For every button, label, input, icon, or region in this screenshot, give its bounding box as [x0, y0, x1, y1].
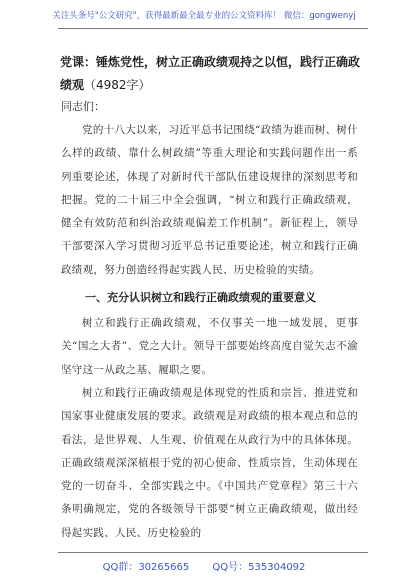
paragraph-3: 树立和践行正确政绩观是体现党的性质和宗旨、推进党和国家事业健康发展的要求。政绩观是对政绩的根本观点和总的看法，是世界观、人生观、价值观在从政行为中的具体体现。正确政绩观深深植根于党的初心使命、性质宗旨，生动体现在党的一切奋斗、全部实践之中。《中国共产党章程》第三十六条明确规定，党的各级领导干部要“树立正确政绩观，做出经得起实践、人民、历史检验的 [61, 387, 358, 539]
footer-qq: QQ号：535304092 [212, 562, 306, 573]
paragraph-2: 树立和践行正确政绩观，不仅事关一地一域发展，更事关“国之大者”、党之大计。领导干部要始终高度自觉矢志不渝坚守这一从政之基、履职之要。 [61, 317, 358, 376]
word-count: （4982字） [84, 78, 151, 92]
paragraph-1: 党的十八大以来，习近平总书记围绕“政绩为谁而树、树什么样的政绩、靠什么树政绩”等重大理论和实践问题作出一系列重要论述，体现了对新时代干部队伍建设规律的深刻思考和把握。党的二十届三中全会强调，“树立和践行正确政绩观，健全有效防范和纠治政绩观偏差工作机制”。新征程上，领导干部要深入学习贯彻习近平总书记重要论述，树立和践行正确政绩观，努力创造经得起实践人民、历史检验的实绩。 [61, 124, 358, 276]
header-divider [58, 28, 368, 29]
document-title [60, 51, 360, 97]
footer-qq-group: QQ群：30265665 [102, 562, 190, 573]
section-heading-1: 一、充分认识树立和践行正确政绩观的重要意义 [85, 291, 316, 304]
title-text: 党课：锤炼党性，树立正确政绩观持之以恒，践行正确政绩观 [60, 55, 361, 92]
salutation: 同志们： [61, 100, 105, 113]
header-banner: 关注头条号"公文研究"，获得最新最全最专业的公文资料库！ 微信：gongwenyj [52, 11, 356, 21]
footer [0, 558, 408, 573]
footer-divider [58, 552, 368, 553]
